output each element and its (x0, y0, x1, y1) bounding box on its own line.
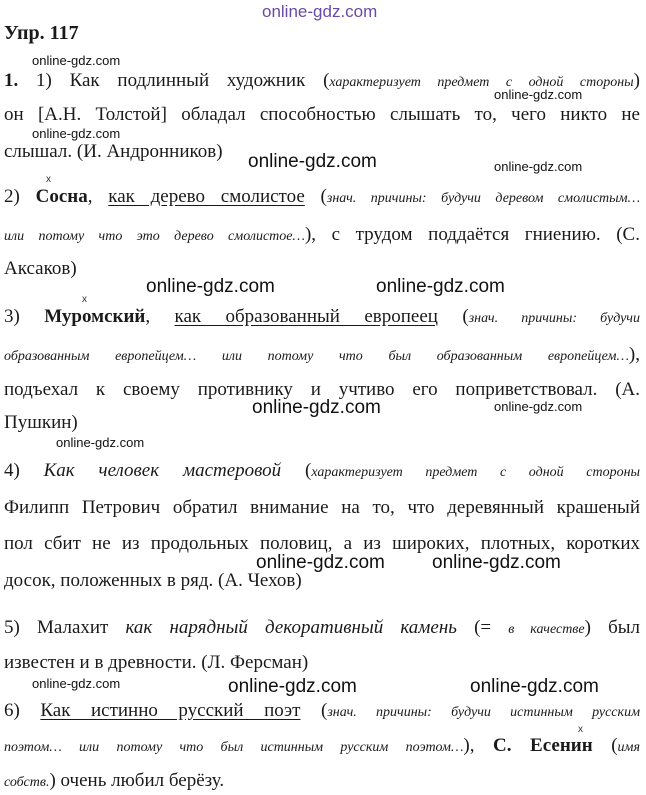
watermark: online-gdz.com (470, 676, 599, 697)
subject-mark: x (578, 724, 583, 735)
exercise-title: Упр. 117 (4, 22, 79, 44)
item2-phrase: как дерево смолистое (108, 186, 305, 207)
watermark: online-gdz.com (32, 676, 121, 691)
item6-subject: С. Есенин (493, 735, 593, 756)
watermark: online-gdz.com (32, 126, 121, 141)
item6-note-cont: поэтом… или потому что был истинным русским поэтом… (4, 740, 464, 755)
item3-line3: подъехал к своему противнику и учтиво его поприветствовал. (А. (4, 379, 640, 400)
item6-paren: ( (300, 700, 328, 721)
item1-note: характеризует предмет с одной стороны (329, 75, 634, 90)
item4-line3: пол сбит не из продольных половиц, а из широких, плотных, коротких (4, 533, 640, 554)
item6-note: знач. причины: будучи истинным русским (327, 705, 641, 720)
item4-note: характеризует предмет с одной стороны (311, 465, 640, 480)
item3-phrase: как образованный европеец (174, 306, 438, 327)
subject-mark: x (82, 294, 87, 305)
watermark: online-gdz.com (494, 399, 583, 414)
site-header-watermark: online-gdz.com (262, 2, 378, 21)
watermark: online-gdz.com (376, 276, 505, 297)
item3-comma: , (145, 306, 175, 327)
item4-line4: досок, положенных в ряд. (А. Чехов) (4, 570, 302, 591)
item3-line2 (4, 344, 640, 368)
item1-paren: ) (633, 70, 640, 91)
item6-line1 (4, 700, 640, 724)
item6-number: 6) (4, 700, 41, 721)
item3-number: 3) (4, 306, 45, 327)
item2-number: 2) (4, 186, 36, 207)
item5-note: в качестве (508, 622, 585, 637)
item3-line1 (4, 306, 640, 330)
item1-text: 1) Как подлинный художник ( (18, 70, 330, 91)
item3-subject: Муромский (44, 306, 146, 327)
item1-line2: он [А.Н. Толстой] обладал способностью слышать то, чего никто не (4, 104, 640, 125)
watermark: online-gdz.com (494, 159, 583, 174)
item6-phrase: Как истинно русский поэт (40, 700, 301, 721)
watermark: online-gdz.com (252, 397, 381, 418)
item6-paren2: ( (592, 735, 618, 756)
item1-line3: слышал. (И. Андронников) (4, 141, 223, 162)
item4-line2: Филипп Петрович обратил внимание на то, что деревянный крашеный (4, 497, 640, 518)
watermark: online-gdz.com (256, 552, 385, 573)
item5-line2: известен и в древности. (Л. Ферсман) (4, 652, 309, 673)
item2-subject: Сосна (35, 186, 88, 207)
item6-paren-close: ), (463, 735, 494, 756)
watermark: online-gdz.com (56, 435, 145, 450)
item2-line1 (4, 186, 640, 210)
watermark: online-gdz.com (32, 53, 121, 68)
item4-line1 (4, 460, 640, 484)
item2-line2 (4, 224, 640, 248)
item4-number: 4) (4, 460, 44, 481)
item3-note-cont: образованным европейцем… или потому что был образованным европейцем… (4, 349, 629, 364)
item2-line3: Аксаков) (4, 258, 77, 279)
item6-note2: имя (617, 740, 640, 755)
item6-line2 (4, 735, 640, 759)
item3-paren: ( (437, 306, 469, 327)
watermark: online-gdz.com (248, 151, 377, 172)
item3-paren-close: ), (628, 344, 640, 365)
item5-line1 (4, 617, 640, 641)
item2-text: ), с трудом поддаётся гниению. (С. (304, 224, 640, 245)
item4-paren: ( (281, 460, 312, 481)
subject-mark: x (46, 174, 51, 185)
item3-note: знач. причины: будучи (468, 311, 640, 326)
item2-paren: ( (304, 186, 327, 207)
item2-comma: , (87, 186, 109, 207)
item5-paren: (= (456, 617, 509, 638)
item6-text-end: ) очень любил берёзу. (49, 770, 225, 791)
item5-text-end: ) был (584, 617, 640, 638)
item6-line3 (4, 770, 224, 794)
watermark: online-gdz.com (146, 276, 275, 297)
watermark: online-gdz.com (494, 87, 583, 102)
watermark: online-gdz.com (228, 676, 357, 697)
item5-phrase: как нарядный декоративный камень (125, 617, 457, 638)
watermark: online-gdz.com (432, 552, 561, 573)
item1-number: 1. (4, 70, 19, 91)
item2-note-cont: или потому что это дерево смолистое… (4, 229, 305, 244)
item2-note: знач. причины: будучи деревом смолистым… (326, 191, 641, 206)
item6-note2-cont: собств. (4, 775, 50, 790)
item3-line4: Пушкин) (4, 412, 78, 433)
item4-phrase: Как человек мастеровой (43, 460, 282, 481)
item5-text: 5) Малахит (4, 617, 126, 638)
